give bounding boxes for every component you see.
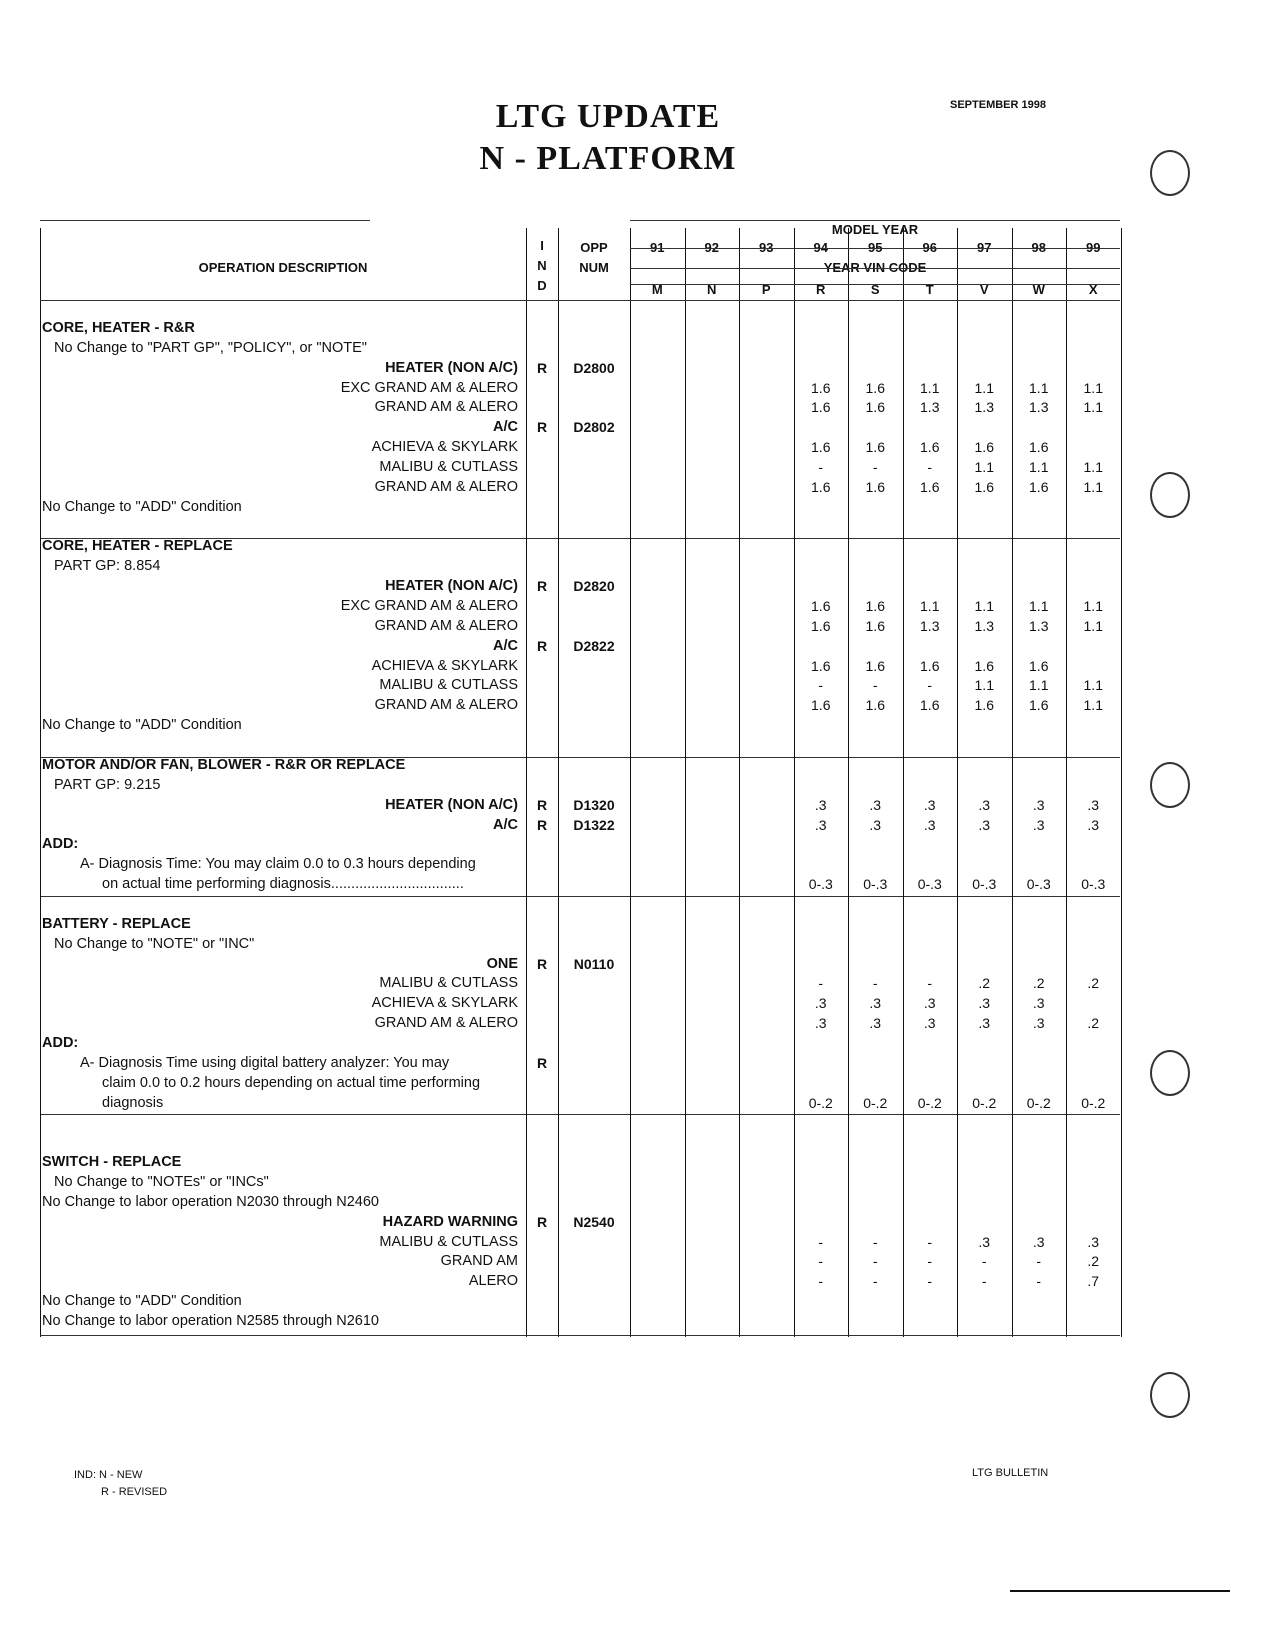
labor-time-value: -	[872, 1253, 878, 1270]
model-year-8: 99	[1086, 240, 1101, 255]
operation-description: ONE	[486, 955, 518, 972]
labor-time-value: 1.1	[1083, 379, 1103, 396]
ind-legend-revised: R - REVISED	[101, 1486, 168, 1498]
operation-description: A/C	[493, 637, 518, 654]
vin-code-2: P	[761, 282, 771, 297]
operation-description: ACHIEVA & SKYLARK	[371, 439, 518, 456]
labor-time-value: 1.6	[920, 439, 940, 456]
labor-time-value: .3	[1087, 1233, 1100, 1250]
labor-time-value: 1.6	[974, 657, 994, 674]
date-label: SEPTEMBER 1998	[950, 99, 1046, 111]
section-heading: SWITCH - REPLACE	[42, 1154, 182, 1171]
vin-code-4: S	[870, 282, 880, 297]
operation-description: HAZARD WARNING	[382, 1213, 518, 1230]
opp-number: D2800	[573, 359, 615, 376]
section-heading: CORE, HEATER - REPLACE	[42, 538, 233, 555]
section-rule	[40, 896, 1120, 897]
bulletin-label: LTG BULLETIN	[972, 1467, 1049, 1479]
vin-code-0: M	[651, 282, 663, 297]
labor-time-value: 1.1	[974, 677, 994, 694]
operation-description: No Change to "ADD" Condition	[42, 498, 242, 515]
operation-description: EXC GRAND AM & ALERO	[340, 598, 518, 615]
operation-description: GRAND AM & ALERO	[374, 478, 518, 495]
vin-code-6: V	[979, 282, 989, 297]
labor-time-value: 0-.3	[917, 876, 942, 893]
labor-time-value: 1.1	[1083, 617, 1103, 634]
labor-time-value: .3	[869, 816, 882, 833]
labor-time-value: 0-.2	[863, 1094, 888, 1111]
labor-time-value: .3	[923, 1015, 936, 1032]
opp-number: D2820	[573, 578, 615, 595]
model-year-5: 96	[922, 240, 937, 255]
labor-time-value: 1.6	[865, 598, 885, 615]
labor-time-value: .3	[923, 796, 936, 813]
labor-time-value: .3	[1032, 1233, 1045, 1250]
ind-legend-new: IND: N - NEW	[74, 1469, 143, 1481]
opp-number: D2802	[573, 419, 615, 436]
labor-time-value: 1.3	[920, 617, 940, 634]
column-rule	[1066, 228, 1067, 1337]
labor-time-value: .3	[869, 995, 882, 1012]
operation-description: MALIBU & CUTLASS	[379, 459, 518, 476]
ind-code: R	[536, 359, 548, 376]
operation-description: ACHIEVA & SKYLARK	[371, 995, 518, 1012]
operation-description: HEATER (NON A/C)	[385, 578, 518, 595]
labor-time-value: -	[818, 677, 824, 694]
section-heading: ADD:	[42, 836, 79, 853]
column-rule	[848, 228, 849, 1337]
labor-time-value: -	[927, 1273, 933, 1290]
labor-time-value: 1.1	[920, 598, 940, 615]
operation-description: No Change to labor operation N2585 through N2610	[42, 1313, 379, 1329]
labor-time-value: 1.1	[974, 379, 994, 396]
labor-time-value: .3	[1087, 816, 1100, 833]
operation-description: A/C	[493, 816, 518, 833]
opp-number: N2540	[573, 1213, 615, 1230]
model-year-7: 98	[1031, 240, 1046, 255]
header-rule	[630, 248, 1120, 249]
labor-time-value: .3	[814, 796, 827, 813]
labor-time-value: .3	[814, 1015, 827, 1032]
labor-time-value: 1.3	[974, 617, 994, 634]
labor-time-value: 1.6	[865, 379, 885, 396]
labor-time-value: -	[818, 975, 824, 992]
operation-description: No Change to "ADD" Condition	[42, 1293, 242, 1310]
vin-code-5: T	[925, 282, 934, 297]
labor-time-value: 0-.3	[1026, 876, 1051, 893]
labor-time-value: .3	[1087, 796, 1100, 813]
labor-time-value: 1.6	[865, 439, 885, 456]
labor-time-value: 1.1	[1083, 478, 1103, 495]
labor-time-value: .3	[1032, 1015, 1045, 1032]
labor-time-value: -	[818, 459, 824, 476]
section-heading: ADD:	[42, 1034, 79, 1051]
header-rule	[630, 284, 1120, 285]
section-rule	[40, 1114, 1120, 1115]
column-rule	[40, 228, 41, 1337]
model-year-4: 95	[868, 240, 883, 255]
labor-time-value: -	[818, 1253, 824, 1270]
labor-time-value: 1.3	[920, 399, 940, 416]
operation-description: ACHIEVA & SKYLARK	[371, 657, 518, 674]
labor-time-value: 0-.3	[863, 876, 888, 893]
binder-hole-icon	[1150, 1372, 1190, 1418]
num-header: NUM	[579, 260, 609, 275]
labor-time-value: -	[1036, 1253, 1042, 1270]
labor-time-value: 1.6	[811, 478, 831, 495]
operation-description: A- Diagnosis Time using digital battery analyzer: You may	[80, 1054, 450, 1071]
column-rule	[526, 228, 527, 1337]
labor-time-value: 1.1	[1029, 598, 1049, 615]
labor-time-value: 0-.3	[972, 876, 997, 893]
labor-time-value: 1.1	[1083, 677, 1103, 694]
ind-code: R	[536, 578, 548, 595]
operation-description: PART GP: 9.215	[54, 776, 161, 793]
column-rule	[1121, 228, 1122, 1337]
page-subtitle: N - PLATFORM	[479, 140, 737, 177]
labor-time-value: 1.3	[1029, 399, 1049, 416]
labor-time-value: .3	[978, 1233, 991, 1250]
labor-time-value: -	[927, 677, 933, 694]
labor-time-value: 1.6	[1029, 697, 1049, 714]
labor-time-value: 1.6	[1029, 439, 1049, 456]
vin-code-7: W	[1032, 282, 1045, 297]
labor-time-value: 1.6	[974, 439, 994, 456]
labor-time-value: 0-.2	[917, 1094, 942, 1111]
header-rule	[40, 300, 1120, 301]
labor-time-value: .3	[978, 796, 991, 813]
labor-time-value: .2	[978, 975, 991, 992]
operation-description: A/C	[493, 419, 518, 436]
labor-time-value: -	[818, 1273, 824, 1290]
labor-time-value: 1.1	[1083, 459, 1103, 476]
labor-time-value: 1.6	[865, 657, 885, 674]
vin-code-8: X	[1088, 282, 1098, 297]
labor-time-value: 1.6	[865, 399, 885, 416]
labor-time-value: 0-.3	[1081, 876, 1106, 893]
labor-time-value: .3	[869, 796, 882, 813]
labor-time-value: .3	[814, 816, 827, 833]
ind-header-1: I	[540, 238, 544, 253]
top-rule	[630, 220, 1120, 221]
column-rule	[957, 228, 958, 1337]
labor-time-value: 0-.2	[972, 1094, 997, 1111]
labor-time-value: 1.6	[1029, 478, 1049, 495]
labor-time-value: 1.6	[811, 399, 831, 416]
opp-number: N0110	[573, 955, 615, 972]
ind-code: R	[536, 796, 548, 813]
bottom-rule	[1010, 1590, 1230, 1592]
labor-time-value: 1.1	[1083, 697, 1103, 714]
operation-description: GRAND AM & ALERO	[374, 1015, 518, 1032]
operation-description: GRAND AM & ALERO	[374, 697, 518, 714]
column-rule	[558, 228, 559, 1337]
model-year-6: 97	[977, 240, 992, 255]
labor-time-value: -	[1036, 1273, 1042, 1290]
section-heading: CORE, HEATER - R&R	[42, 320, 195, 336]
model-year-3: 94	[813, 240, 828, 255]
labor-time-value: 1.6	[865, 697, 885, 714]
model-year-2: 93	[759, 240, 774, 255]
operation-description: on actual time performing diagnosis.................................	[102, 876, 464, 893]
labor-time-value: 1.6	[811, 697, 831, 714]
labor-time-value: .3	[869, 1015, 882, 1032]
labor-time-value: 1.3	[1029, 617, 1049, 634]
operation-description: EXC GRAND AM & ALERO	[340, 379, 518, 396]
labor-time-value: .2	[1087, 975, 1100, 992]
labor-time-value: -	[981, 1253, 987, 1270]
ind-code: R	[536, 816, 548, 833]
labor-time-value: -	[872, 1233, 878, 1250]
labor-time-value: 1.3	[974, 399, 994, 416]
operation-description: A- Diagnosis Time: You may claim 0.0 to 0.3 hours depending	[80, 856, 476, 873]
labor-time-value: .2	[1087, 1015, 1100, 1032]
model-year-0: 91	[650, 240, 665, 255]
column-rule	[794, 228, 795, 1337]
opp-header: OPP	[580, 240, 608, 255]
column-rule	[685, 228, 686, 1337]
labor-time-value: 1.1	[1029, 677, 1049, 694]
labor-time-value: .3	[814, 995, 827, 1012]
ind-code: R	[536, 955, 548, 972]
table-bottom-rule	[40, 1335, 1120, 1336]
labor-time-value: 0-.3	[808, 876, 833, 893]
model-year-header: MODEL YEAR	[831, 222, 919, 237]
column-rule	[630, 228, 631, 1337]
opp-number: D2822	[573, 637, 615, 654]
operation-description: No Change to "NOTE" or "INC"	[54, 935, 255, 952]
ind-header-2: N	[537, 258, 547, 273]
column-rule	[1012, 228, 1013, 1337]
labor-time-value: .3	[1032, 796, 1045, 813]
operation-description: diagnosis	[102, 1094, 164, 1111]
labor-time-value: .3	[978, 995, 991, 1012]
labor-time-value: 1.6	[811, 657, 831, 674]
labor-time-value: 1.6	[811, 439, 831, 456]
labor-time-value: .2	[1032, 975, 1045, 992]
operation-description: ALERO	[468, 1273, 518, 1290]
labor-time-value: 1.6	[920, 697, 940, 714]
operation-description: MALIBU & CUTLASS	[379, 975, 518, 992]
section-heading: MOTOR AND/OR FAN, BLOWER - R&R OR REPLACE	[42, 756, 406, 773]
labor-time-value: 1.6	[811, 598, 831, 615]
labor-time-value: 0-.2	[1081, 1094, 1106, 1111]
operation-description: No Change to "NOTEs" or "INCs"	[54, 1173, 269, 1190]
top-rule	[40, 220, 370, 221]
header-rule	[630, 268, 1120, 269]
labor-time-value: 1.6	[1029, 657, 1049, 674]
labor-time-value: .3	[978, 1015, 991, 1032]
operation-description: GRAND AM & ALERO	[374, 399, 518, 416]
labor-time-value: 1.1	[1083, 598, 1103, 615]
labor-time-value: .3	[978, 816, 991, 833]
vin-code-3: R	[816, 282, 826, 297]
labor-time-value: 0-.2	[808, 1094, 833, 1111]
operation-description: MALIBU & CUTLASS	[379, 677, 518, 694]
labor-time-value: 1.6	[865, 478, 885, 495]
ind-code: R	[536, 1213, 548, 1230]
labor-time-value: 1.6	[865, 617, 885, 634]
column-rule	[903, 228, 904, 1337]
operation-description: PART GP: 8.854	[54, 558, 161, 575]
labor-time-value: -	[927, 1233, 933, 1250]
ind-header-3: D	[537, 278, 547, 293]
section-heading: BATTERY - REPLACE	[42, 915, 191, 932]
labor-time-value: 1.6	[974, 697, 994, 714]
labor-time-value: -	[927, 975, 933, 992]
operation-description: MALIBU & CUTLASS	[379, 1233, 518, 1250]
labor-time-value: 1.6	[974, 478, 994, 495]
model-year-1: 92	[704, 240, 719, 255]
ind-code: R	[536, 1054, 548, 1071]
operation-description-header: OPERATION DESCRIPTION	[198, 260, 368, 275]
labor-time-value: 1.1	[974, 459, 994, 476]
ind-code: R	[536, 637, 548, 654]
labor-time-value: .2	[1087, 1253, 1100, 1270]
operation-description: claim 0.0 to 0.2 hours depending on actual time performing	[102, 1074, 481, 1091]
labor-time-value: -	[872, 677, 878, 694]
vin-code-header: YEAR VIN CODE	[823, 260, 927, 275]
labor-time-value: -	[927, 459, 933, 476]
labor-time-value: 1.1	[974, 598, 994, 615]
labor-time-value: 1.1	[920, 379, 940, 396]
operation-description: GRAND AM	[440, 1253, 518, 1270]
vin-code-1: N	[707, 282, 717, 297]
labor-time-value: .3	[1032, 816, 1045, 833]
column-rule	[739, 228, 740, 1337]
opp-number: D1322	[573, 816, 615, 833]
labor-time-value: .3	[923, 995, 936, 1012]
ind-code: R	[536, 419, 548, 436]
binder-hole-icon	[1150, 150, 1190, 196]
labor-time-value: .7	[1087, 1273, 1100, 1290]
page-title: LTG UPDATE	[495, 98, 721, 135]
labor-time-table	[40, 222, 1188, 1337]
labor-time-value: 1.6	[811, 379, 831, 396]
labor-time-value: -	[872, 975, 878, 992]
labor-time-value: -	[872, 1273, 878, 1290]
labor-time-value: -	[927, 1253, 933, 1270]
labor-time-value: .3	[1032, 995, 1045, 1012]
operation-description: HEATER (NON A/C)	[385, 359, 518, 376]
labor-time-value: 0-.2	[1026, 1094, 1051, 1111]
labor-time-value: -	[981, 1273, 987, 1290]
operation-description: HEATER (NON A/C)	[385, 796, 518, 813]
operation-description: No Change to "ADD" Condition	[42, 717, 242, 734]
labor-time-value: 1.1	[1029, 379, 1049, 396]
labor-time-value: -	[818, 1233, 824, 1250]
labor-time-value: 1.1	[1029, 459, 1049, 476]
operation-description: No Change to "PART GP", "POLICY", or "NOTE"	[54, 339, 367, 356]
operation-description: No Change to labor operation N2030 through N2460	[42, 1193, 379, 1210]
labor-time-value: 1.6	[920, 478, 940, 495]
operation-description: GRAND AM & ALERO	[374, 617, 518, 634]
labor-time-value: 1.1	[1083, 399, 1103, 416]
opp-number: D1320	[573, 796, 615, 813]
labor-time-value: .3	[923, 816, 936, 833]
labor-time-value: 1.6	[920, 657, 940, 674]
labor-time-value: -	[872, 459, 878, 476]
labor-time-value: 1.6	[811, 617, 831, 634]
